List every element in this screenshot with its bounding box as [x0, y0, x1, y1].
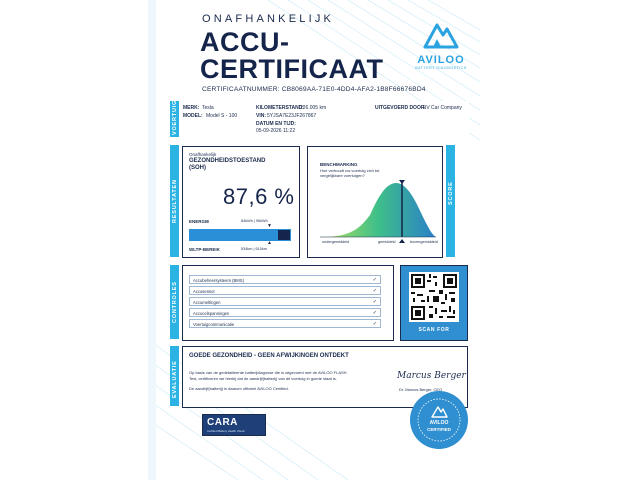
issuer-label: UITGEVOERD DOOR:: [375, 105, 427, 111]
control-label: Accucelspanningen: [193, 311, 230, 316]
control-row: [189, 319, 381, 328]
check-icon: ✓: [372, 299, 377, 305]
title-line-2: CERTIFICAAT: [200, 54, 384, 84]
badge-status: CERTIFIED: [427, 427, 451, 432]
badge-name: AVILOO: [429, 420, 449, 426]
range-marker-icon: ▲: [267, 240, 272, 246]
logo-tagline: BATTERY DIAGNOSTICS: [415, 66, 467, 70]
check-icon: ✓: [372, 277, 377, 283]
issuer-value: EV Car Company: [423, 105, 462, 111]
section-band-vehicle: [170, 101, 179, 137]
section-label-controls: CONTROLES: [172, 281, 178, 323]
evaluation-line-3: De aandrijf(batterij) is daarom officieel AVILOO Certified.: [189, 386, 289, 391]
section-label-evaluation: EVALUATIE: [172, 360, 178, 398]
check-icon: ✓: [372, 288, 377, 294]
section-band-results: [170, 145, 179, 257]
logo-wordmark: AVILOO: [417, 54, 465, 66]
section-band-score: [446, 145, 455, 257]
section-label-results: RESULTATEN: [172, 179, 178, 223]
control-label: Accusensor: [193, 289, 215, 294]
eyebrow-text: ONAFHANKELIJK: [202, 13, 335, 25]
certificate-page: [148, 0, 480, 480]
benchmark-above-label: bovengemiddeld: [410, 240, 438, 244]
benchmark-below-label: ondergemiddeld: [322, 240, 350, 244]
soh-pre-label: Onafhankelijk: [189, 152, 217, 157]
range-label: WLTP-BEREIK: [189, 247, 220, 252]
certified-badge: [410, 391, 468, 449]
energy-label: ENERGIE: [189, 219, 210, 224]
soh-bar-fill: [190, 230, 278, 240]
qr-card[interactable]: [400, 265, 468, 341]
section-band-controls: [170, 265, 179, 339]
scan-label: SCAN FOR: [418, 327, 450, 333]
controls-card: [182, 265, 394, 341]
control-label: Accumeltingen: [193, 300, 221, 305]
soh-bar-remainder: [278, 230, 290, 240]
page-title: [200, 29, 383, 83]
cara-wordmark: CARA: [207, 417, 238, 428]
check-icon: ✓: [372, 321, 377, 327]
evaluation-headline: GOEDE GEZONDHEID - GEEN AFWIJKINGEN ONTDEKT: [189, 353, 349, 359]
cara-tagline: Certified Battery Health Check: [207, 429, 245, 433]
benchmark-question: Hoe verhoudt uw voertuig zich tot vergelijkbare voertuigen?: [320, 168, 380, 178]
energy-marker-icon: ▼: [267, 223, 272, 229]
benchmark-average-label: gemiddeld: [378, 240, 396, 244]
control-row: [189, 297, 381, 306]
title-line-1: ACCU-: [200, 27, 290, 57]
benchmark-card: [307, 146, 443, 258]
soh-bar: [189, 229, 291, 241]
soh-card: [182, 146, 300, 258]
aviloo-logo: [410, 21, 472, 75]
range-values: 534km | 610km: [241, 247, 267, 251]
section-band-evaluation: [170, 346, 179, 406]
control-label: Voertuigcommunicatie: [193, 322, 235, 327]
vin-label: VIN:: [256, 113, 266, 119]
qr-code-icon[interactable]: [409, 272, 459, 322]
vehicle-card: [179, 101, 469, 137]
certificate-number: CERTIFICAATNUMMER: CB8069AA-71E0-4DD4-AFA2-1B8F66676BD4: [202, 86, 426, 93]
section-label-score: SCORE: [448, 181, 454, 205]
benchmark-curve: [318, 175, 438, 247]
soh-value: 87,6 %: [223, 184, 295, 209]
odometer-value: 226.005 km: [300, 105, 327, 111]
model-label: MODEL:: [183, 113, 203, 119]
control-row: [189, 308, 381, 317]
brand-label: MERK:: [183, 105, 200, 111]
odometer-label: KILOMETERSTAND:: [256, 105, 304, 111]
control-row: [189, 286, 381, 295]
evaluation-line-2: Test, certificeren we hierbij dat de aandrijf(batterij) van dit voertuig in goede staat is.: [189, 376, 337, 381]
benchmark-title: BENCHMARKING: [320, 162, 358, 167]
soh-title: GEZONDHEIDSTOESTAND (SOH): [189, 158, 266, 171]
evaluation-line-1: Op basis van de gedetailleerde batterijdiagnose die is uitgevoerd met de AVILOO FLASH: [189, 370, 347, 375]
model-value: Model S - 100: [206, 113, 238, 119]
signature: Marcus Berger: [397, 371, 466, 381]
date-label: DATUM EN TIJD:: [256, 121, 296, 127]
energy-values: 84kWh | 96kWh: [241, 219, 268, 223]
vin-value: 5YJSA7E23JF267867: [267, 113, 317, 119]
date-value: 05-09-2026 11:22: [256, 128, 296, 134]
check-icon: ✓: [372, 310, 377, 316]
cara-logo: [202, 414, 266, 436]
control-row: [189, 275, 381, 284]
section-label-vehicle: VOERTUIG: [172, 99, 178, 135]
control-label: Accubeheersysteem (BMS): [193, 278, 244, 283]
signer-name: Dr. Marcus Berger, CEO: [399, 387, 443, 392]
brand-value: Tesla: [202, 105, 214, 111]
aviloo-mountain-icon: [421, 21, 461, 49]
